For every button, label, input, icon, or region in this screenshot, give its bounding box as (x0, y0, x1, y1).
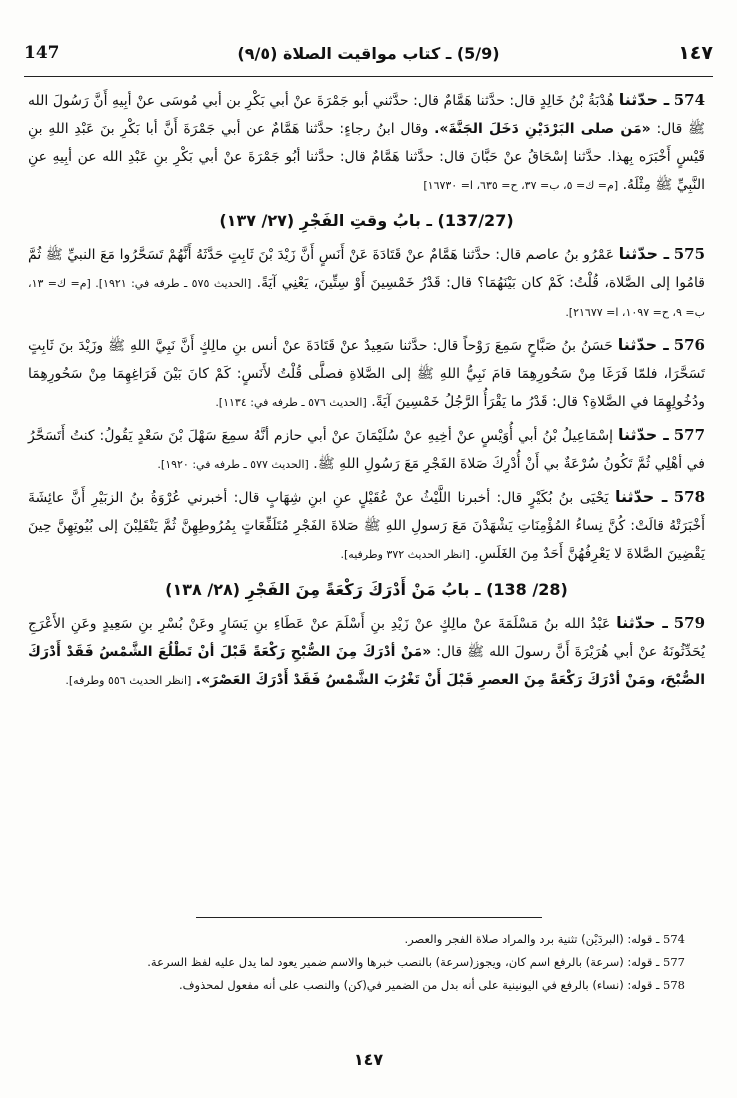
hadith-number: 574 (673, 91, 706, 109)
hadith-text: عَمْرُو بنُ عاصم قال: حدَّثنا هَمَّامٌ عنْ قَتَادَةَ عَنْ أَنَسٍ أَنَّ زَيْدَ بْنَ ثَابِتٍ حَدَّثَهُ أَنَّهُمْ تَسَحَّرُوا مَعَ النبيِّ ﷺ ثُمَّ قامُوا إلى الصَّلاة، قُلْتُ: كَمْ كان بَيْنَهُمَا؟ قال: قَدْرُ خَمْسِينَ أَوْ سِتِّينَ، يَعْنِي آيَةً. (28, 247, 705, 291)
footnote-item (28, 974, 685, 997)
footnote-item (28, 928, 685, 951)
hadith-575 (28, 240, 705, 327)
haddathana: ـ حدّثنا (616, 613, 668, 632)
hadith-579 (28, 609, 705, 695)
haddathana: ـ حدّثنا (618, 90, 670, 109)
page-number-latin: 147 (24, 43, 60, 63)
hadith-isnad: عَبْدُ الله بنُ مَسْلَمَةَ عنْ مالِكٍ عنْ زَيْدِ بنِ أَسْلَمَ عنْ عَطَاءِ بنِ يَسَارٍ وعَنْ بُسْرِ بنِ سَعِيدٍ وعَنِ الأَعْرَجِ يُحَدِّثُونَهُ عنْ أبي هُرَيْرَةَ أَنَّ رسولَ الله ﷺ قال: (28, 616, 706, 660)
footnotes (28, 928, 685, 997)
hadith-number: 576 (673, 336, 705, 354)
main-text (28, 86, 705, 695)
hadith-reference: [الحديث ٥٧٧ ـ طرفه في: ١٩٢٠]. (157, 458, 309, 471)
hadith-text: حَسَنُ بنُ صَبَّاحٍ سَمِعَ رَوْحاً قال: حدَّثنا سَعِيدٌ عنْ قَتَادَةَ عنْ أنس بنِ مالِكٍ أَنَّ نَبِيَّ اللهِ ﷺ وزَيْدَ بنَ ثَابِتٍ تَسَحَّرَا، فلمّا فَرَغَا مِنْ سَحُورِهِمَا قامَ نَبِيُّ اللهِ ﷺ إلى الصَّلاةِ فصلَّى قُلْتُ لأَنَسٍ: كَمْ كانَ بَيْنَ فَرَاغِهِمَا مِنْ سَحُورِهِمَا ودُخُولِهِمَا في الصَّلاةِ؟ قال: قَدْرُ ما يَقْرَأُ الرَّجُلُ خَمْسِينَ آيَةً. (28, 338, 705, 410)
hadith-reference: [انظر الحديث ٥٥٦ وطرفه]. (65, 674, 192, 687)
haddathana: ـ حدّثنا (617, 425, 669, 444)
footnote-text: ـ قوله: (البردَيْن) تثنية برد والمراد صلاة الفجر والعصر. (404, 932, 660, 946)
footnote-rule (196, 917, 542, 918)
hadith-576 (28, 331, 705, 417)
header-rule (24, 76, 713, 77)
hadith-577 (28, 421, 705, 479)
hadith-reference: [الحديث ٥٧٥ ـ طرفه في: ١٩٢١]. [م= ك= ١٣، ب= ٩، ح= ١٠٩٧، ا= ٢١٦٧٧]. (28, 277, 705, 319)
footnote-number: 577 (663, 955, 685, 969)
footnote-number: 574 (663, 932, 685, 946)
hadith-reference: [م= ك= ٥، ب= ٣٧، ح= ٦٣٥، ا= ١٦٧٣٠] (423, 179, 619, 192)
hadith-reference: [الحديث ٥٧٦ ـ طرفه في: ١١٣٤]. (215, 396, 367, 409)
hadith-isnad: هُدْبَةُ بْنُ خَالِدٍ قال: حدَّثنا هَمَّامٌ قال: حدَّثني أبو جَمْرَةَ عنْ أبي بَكْرِ بن أبي مُوسَى عنْ أبِيهِ أَنَّ رَسُولَ الله ﷺ قال: (28, 93, 705, 137)
hadith-text: إسْمَاعِيلُ بْنُ أبي أُوَيْسٍ عنْ أخِيهِ عنْ سُلَيْمَانَ عنْ أبي حازم أنَّهُ سمِعَ سَهْلَ بْنَ سَعْدٍ يَقُولُ: كنتُ أَتَسَحَّرُ في أهْلِي ثُمَّ تَكُونُ سُرْعَةٌ بي أَنْ أُدْرِكَ صَلاةَ الفَجْرِ مَعَ رَسُولِ اللهِ ﷺ. (28, 428, 705, 472)
hadith-matn: «مَنْ أدْرَكَ مِنَ الصُّبْحِ رَكْعَةً قَبْلَ أنْ تَطْلُعَ الشَّمْسُ فَقَدْ أَدْرَكَ الصُّبْحَ، ومَنْ أدْرَكَ رَكْعَةً مِنَ العصرِ قَبْلَ أَنْ تَغْرُبَ الشَّمْسُ فَقَدْ أَدْرَكَ العَصْرَ». (28, 644, 705, 688)
footnote-text: ـ قوله: (نساء) بالرفع في اليونينية على أنه بدل من الضمير في(كن) والنصب على أنه مفعول لمحذوف. (178, 978, 660, 992)
hadith-reference: [انظر الحديث ٣٧٢ وطرفيه]. (340, 548, 470, 561)
footnote-number: 578 (663, 978, 685, 992)
hadith-578 (28, 483, 705, 569)
hadith-matn: «مَن صلى البَرْدَيْنِ دَخَلَ الجَنَّةَ». (434, 121, 651, 137)
page-number-footer: ١٤٧ (353, 1050, 384, 1069)
haddathana: ـ حدّثنا (614, 487, 668, 506)
running-head (24, 36, 713, 70)
running-title: (5/9) ـ كتاب مواقيت الصلاة (٩/٥) (237, 43, 500, 63)
haddathana: ـ حدّثنا (617, 335, 669, 354)
footnote-text: ـ قوله: (سرعة) بالرفع اسم كان، ويجوز(سرعة) بالنصب خبرها والاسم ضمير يعود لما يدل عليه لفظ السرعة. (147, 955, 660, 969)
page-number-arabic: ١٤٧ (678, 42, 713, 64)
chapter-heading-fajr-time: (137/27) ـ بابُ وقتِ الفَجْرِ (٢٧/ ١٣٧) (219, 211, 514, 230)
hadith-574 (28, 86, 705, 200)
chapter-heading-rakah-fajr: (28/ 138) ـ بابُ مَنْ أَدْرَكَ رَكْعَةً مِنَ الفَجْرِ (٢٨/ ١٣٨) (165, 580, 568, 599)
hadith-text-cont: وقال ابنُ رجاءٍ: حدَّثنا هَمَّامٌ عن أبي جَمْرَةَ أَنَّ أبا بَكْرِ بنَ عَبْدِ اللهِ بنِ قَيْسٍ أَخْبَرَه بِهذا. حدَّثنا إسْحَاقُ عنْ حَبَّانَ قال: حدَّثنا هَمَّامٌ قال: حدَّثنا أبُو جَمْرَةَ عنْ أبي بَكْرِ بنِ عَبْدِ الله عن أبِيهِ عنِ النَّبِيِّ ﷺ مِثْلَهُ. (28, 121, 705, 193)
hadith-number: 578 (673, 488, 706, 506)
hadith-text: يَحْيَى بنُ بُكَيْرٍ قال: أخبرنا اللَّيْثُ عنْ عُقَيْلٍ عنِ ابنِ شِهَابٍ قال: أخبرني عُرْوَةُ بنُ الزبَيْرِ أَنَّ عائِشَةَ أَخْبَرَتْهُ قالَتْ: كُنَّ نِساءُ المُؤْمِنَاتِ يَشْهَدْنَ مَعَ رَسولِ اللهِ ﷺ صَلاةَ الفَجْرِ مُتَلَفِّعَاتٍ بِمُرُوطِهِنَّ ثُمَّ يَنْقَلِبْنَ إلى بُيُوتِهِنَّ حِينَ يَقْضِينَ الصَّلاةَ لا يَعْرِفُهُنَّ أَحَدٌ مِنَ الغَلَسِ. (28, 490, 705, 562)
hadith-number: 577 (673, 426, 706, 444)
footnote-item (28, 951, 685, 974)
hadith-number: 575 (673, 245, 706, 263)
hadith-number: 579 (673, 614, 706, 632)
haddathana: ـ حدّثنا (618, 244, 670, 263)
